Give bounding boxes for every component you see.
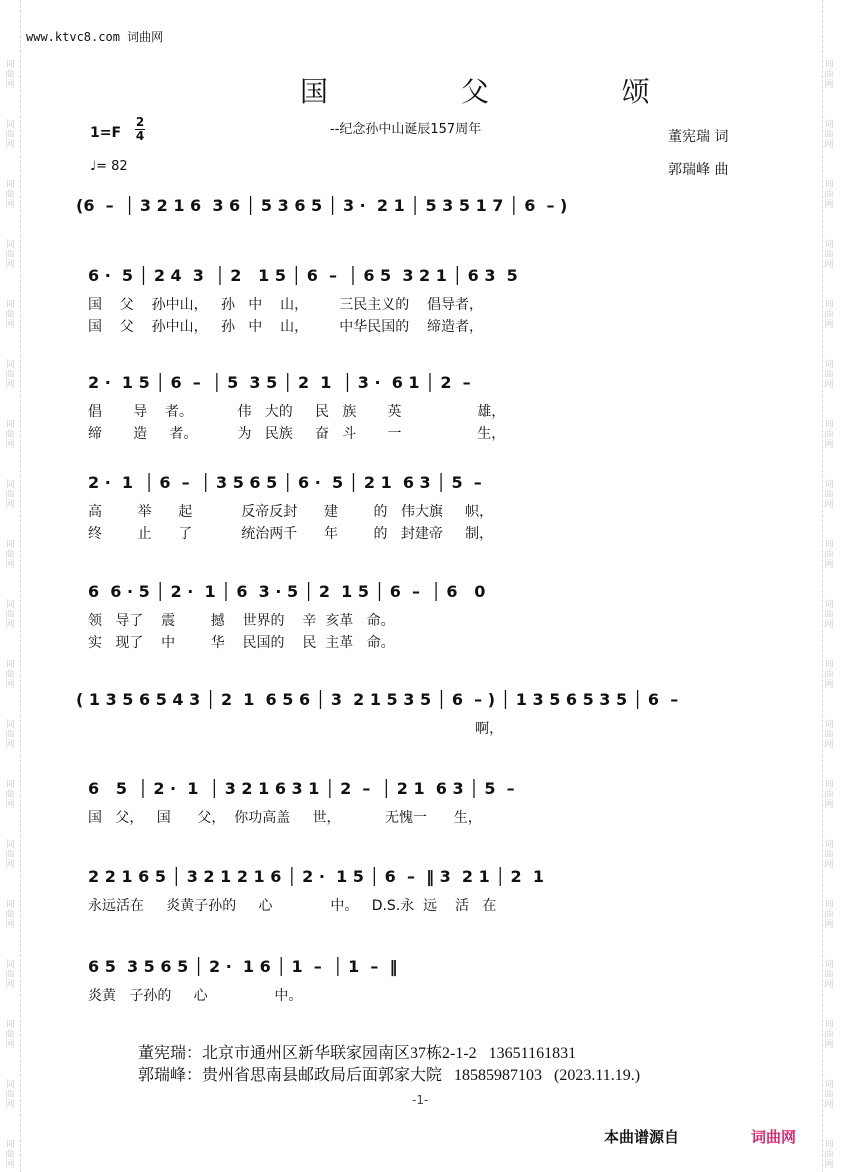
watermark-char: 词 曲 网 xyxy=(5,900,15,930)
lyric-line-1: 炎黄 子孙的 心 中。 xyxy=(88,988,303,1004)
music-system-notes: ( 1 3 5 6 5 4 3 │ 2 1 6 5 6 │ 3 2 1 5 3 5 │ 6 – ) │ 1 3 5 6 5 3 5 │ 6 – xyxy=(76,690,679,709)
key-signature: 1=F xyxy=(90,125,122,141)
music-system-notes: 6 5 3 5 6 5 │ 2 · 1 6 │ 1 – │ 1 – ‖ xyxy=(88,957,398,976)
page-number: -1- xyxy=(412,1093,429,1107)
lyricist-credit: 董宪瑞 词 xyxy=(668,129,729,145)
watermark-char: 词 曲 网 xyxy=(824,300,834,330)
watermark-char: 词 曲 网 xyxy=(824,180,834,210)
watermark-char: 词 曲 网 xyxy=(5,660,15,690)
watermark-char: 词 曲 网 xyxy=(5,240,15,270)
watermark-char: 词 曲 网 xyxy=(5,300,15,330)
watermark-char: 词 曲 网 xyxy=(5,720,15,750)
lyric-line-1: 国 父 孙中山， 孙 中 山， 三民主义的 倡导者， xyxy=(88,297,484,313)
source-label: 本曲谱源自 xyxy=(604,1128,680,1146)
watermark-char: 词 曲 网 xyxy=(824,1080,834,1110)
watermark-char: 词 曲 网 xyxy=(824,600,834,630)
music-system-notes: 2 · 1 5 │ 6 – │ 5 3 5 │ 2 1 │ 3 · 6 1 │ 2 – xyxy=(88,373,471,392)
tempo-marking xyxy=(90,159,128,174)
song-title: 国 父 颂 xyxy=(300,75,712,108)
music-system-notes: 6 6 · 5 │ 2 · 1 │ 6 3 · 5 │ 2 1 5 │ 6 – │ 6 0 xyxy=(88,582,486,601)
watermark-char: 词 曲 网 xyxy=(824,360,834,390)
music-system-notes: 6 5 │ 2 · 1 │ 3 2 1 6 3 1 │ 2 – │ 2 1 6 3 │ 5 – xyxy=(88,779,515,798)
watermark-char: 词 曲 网 xyxy=(5,120,15,150)
watermark-char: 词 曲 网 xyxy=(5,1020,15,1050)
lyric-line-1: 倡 导 者。 伟 大的 民 族 英 雄， xyxy=(88,404,506,420)
watermark-char: 词 曲 网 xyxy=(824,840,834,870)
watermark-char: 词 曲 网 xyxy=(824,240,834,270)
watermark-char: 词 曲 网 xyxy=(5,180,15,210)
quarter-note-icon: ♩ xyxy=(90,159,97,174)
lyric-line-2: 国 父 孙中山， 孙 中 山， 中华民国的 缔造者， xyxy=(88,319,484,335)
lyric-line-1: 啊， xyxy=(88,721,504,737)
watermark-char: 词 曲 网 xyxy=(824,420,834,450)
watermark-char: 词 曲 网 xyxy=(5,1140,15,1170)
watermark-char: 词 曲 网 xyxy=(824,120,834,150)
watermark-char: 词 曲 网 xyxy=(5,1080,15,1110)
watermark-char: 词 曲 网 xyxy=(5,540,15,570)
watermark-char: 词 曲 网 xyxy=(824,720,834,750)
watermark-char: 词 曲 网 xyxy=(824,1020,834,1050)
site-url: www.ktvc8.com 词曲网 xyxy=(26,30,164,44)
right-watermark-strip xyxy=(822,0,843,1172)
watermark-char: 词 曲 网 xyxy=(824,540,834,570)
watermark-char: 词 曲 网 xyxy=(5,420,15,450)
song-subtitle: --纪念孙中山诞辰157周年 xyxy=(330,122,482,137)
watermark-char: 词 曲 网 xyxy=(824,480,834,510)
lyric-line-2: 缔 造 者。 为 民族 奋 斗 一 生， xyxy=(88,426,506,442)
left-watermark-strip xyxy=(0,0,21,1172)
music-system-notes: (6 – │ 3 2 1 6 3 6 │ 5 3 6 5 │ 3 · 2 1 │ 5 3 5 1 7 │ 6 – ) xyxy=(76,196,573,215)
tempo-value: = 82 xyxy=(96,159,128,174)
music-system-notes: 2 2 1 6 5 │ 3 2 1 2 1 6 │ 2 · 1 5 │ 6 – ‖ 3 2 1 │ 2 1 xyxy=(88,867,544,886)
watermark-char: 词 曲 网 xyxy=(5,360,15,390)
footer-contact-2: 郭瑞峰：贵州省思南县邮政局后面郭家大院 18585987103 (2023.11.19.) xyxy=(138,1067,641,1084)
footer-contact-1: 董宪瑞：北京市通州区新华联家园南区37栋2-1-2 13651161831 xyxy=(138,1045,577,1062)
lyric-line-1: 永远活在 炎黄子孙的 心 中。 D.S.永 远 活 在 xyxy=(88,898,497,914)
lyric-line-1: 高 举 起 反帝反封 建 的 伟大旗 帜， xyxy=(88,504,494,520)
music-system-notes: 2 · 1 │ 6 – │ 3 5 6 5 │ 6 · 5 │ 2 1 6 3 │ 5 – xyxy=(88,473,482,492)
composer-credit: 郭瑞峰 曲 xyxy=(668,162,729,178)
watermark-char: 词 曲 网 xyxy=(5,840,15,870)
source-brand-link[interactable]: 词曲网 xyxy=(751,1128,797,1146)
watermark-char: 词 曲 网 xyxy=(5,960,15,990)
watermark-char: 词 曲 网 xyxy=(824,660,834,690)
music-system-notes: 6 · 5 │ 2 4 3 │ 2 1 5 │ 6 – │ 6 5 3 2 1 │ 6 3 5 xyxy=(88,266,524,285)
watermark-char: 词 曲 网 xyxy=(5,780,15,810)
watermark-char: 词 曲 网 xyxy=(5,60,15,90)
lyric-line-2: 终 止 了 统治两千 年 的 封建帝 制， xyxy=(88,526,494,542)
watermark-char: 词 曲 网 xyxy=(824,1140,834,1170)
lyric-line-1: 领 导了 震 撼 世界的 辛 亥革 命。 xyxy=(88,613,395,629)
time-signature-top: 2 xyxy=(135,115,145,129)
watermark-char: 词 曲 网 xyxy=(5,600,15,630)
lyric-line-2: 实 现了 中 华 民国的 民 主革 命。 xyxy=(88,635,395,651)
watermark-char: 词 曲 网 xyxy=(824,60,834,90)
time-signature xyxy=(135,116,145,143)
watermark-char: 词 曲 网 xyxy=(824,900,834,930)
watermark-char: 词 曲 网 xyxy=(824,960,834,990)
lyric-line-1: 国 父， 国 父， 你功高盖 世， 无愧一 生， xyxy=(88,810,482,826)
watermark-char: 词 曲 网 xyxy=(5,480,15,510)
watermark-char: 词 曲 网 xyxy=(824,780,834,810)
time-signature-bottom: 4 xyxy=(135,129,145,143)
